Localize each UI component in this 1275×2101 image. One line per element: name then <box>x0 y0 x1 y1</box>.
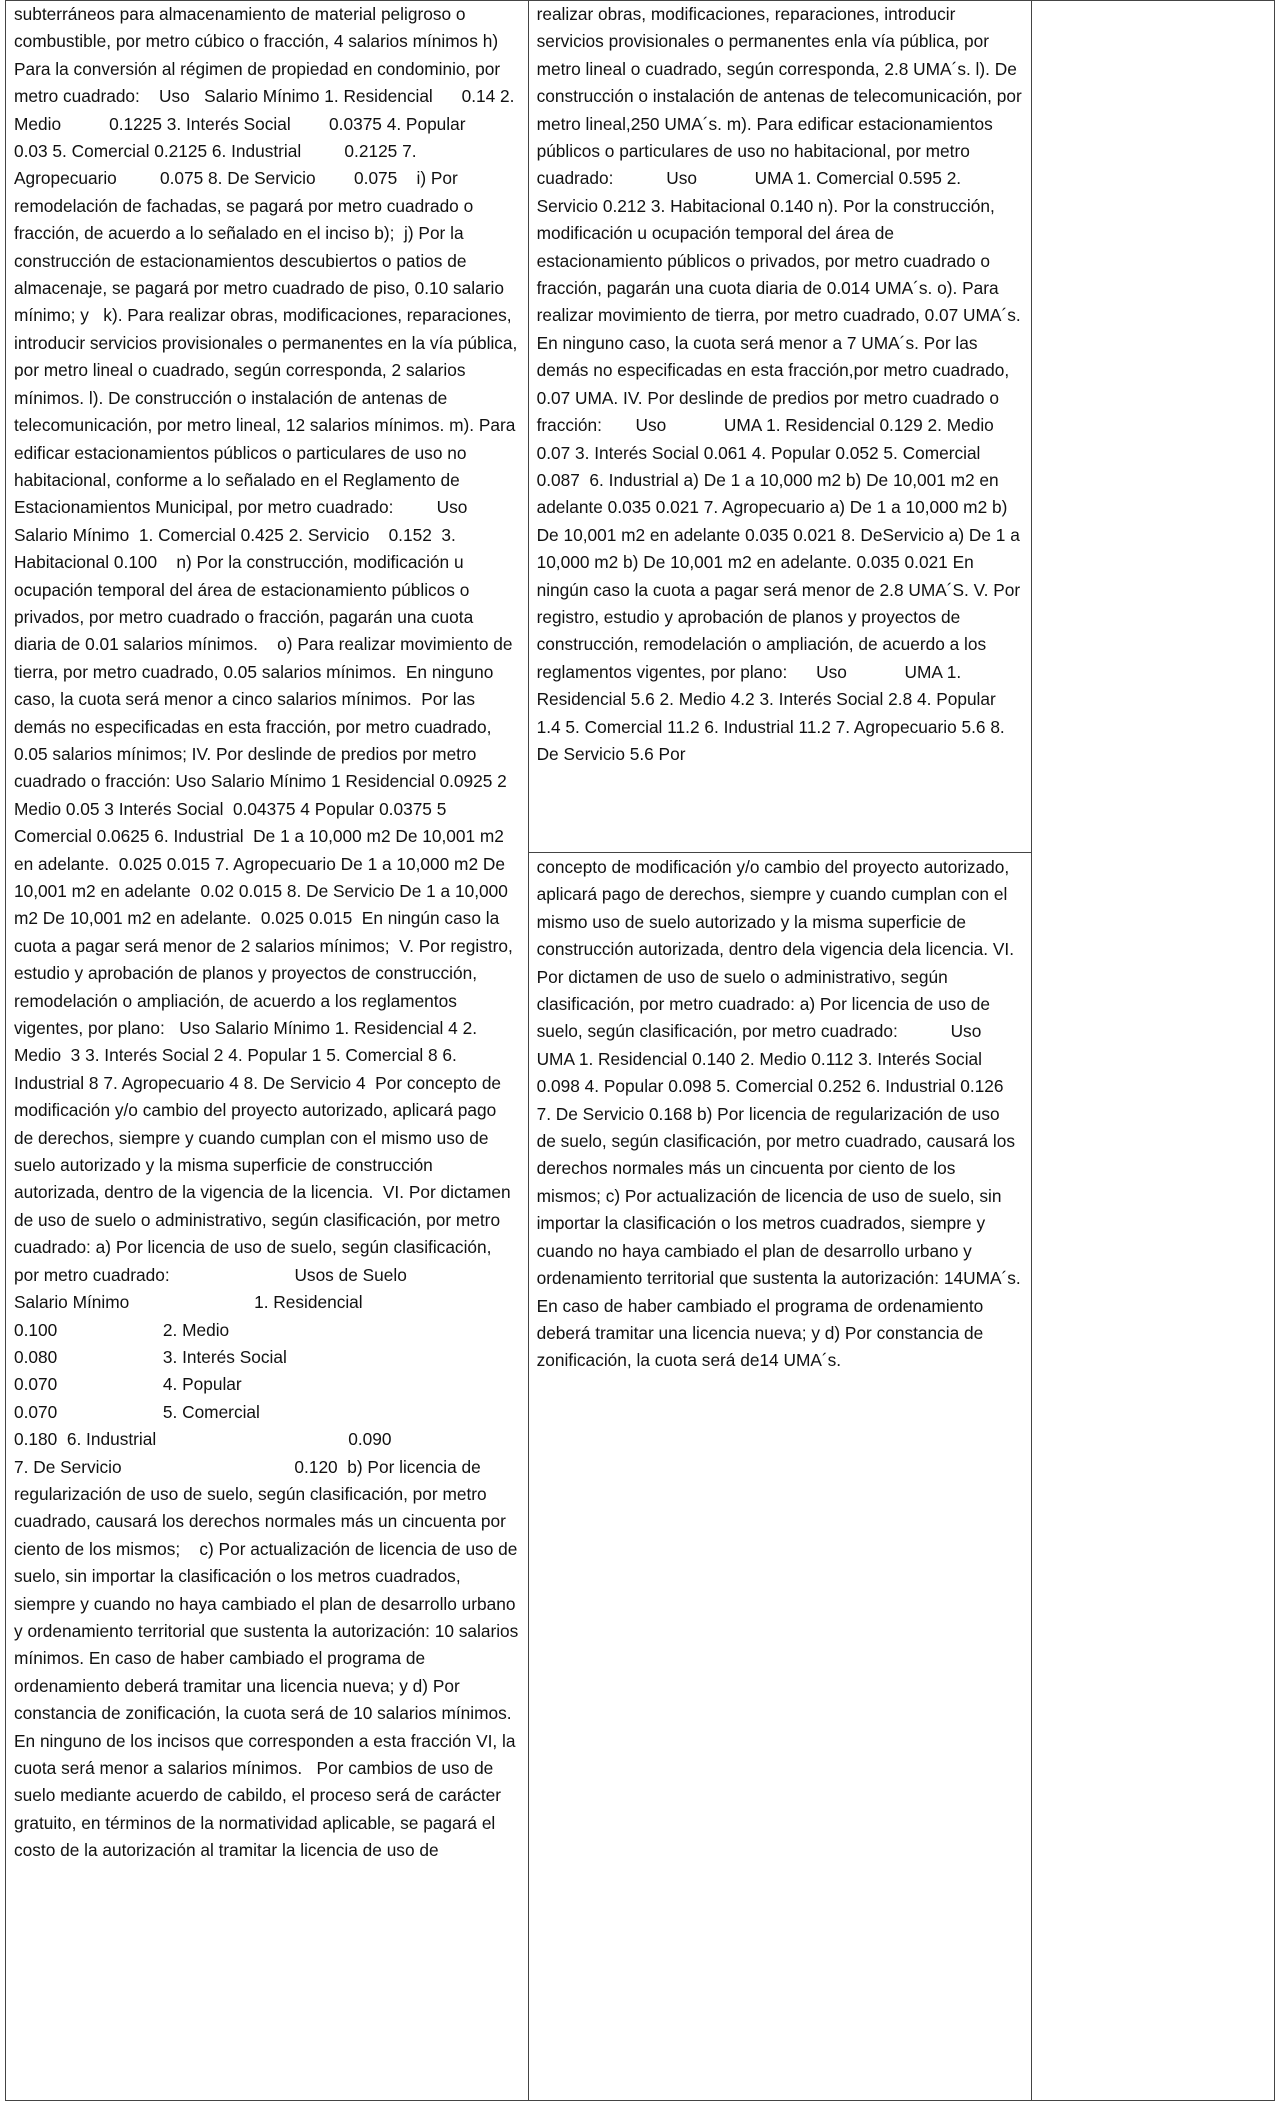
current-law-cell <box>6 1 529 2101</box>
comparison-table <box>5 0 1275 2101</box>
proposal-text-top: realizar obras, modificaciones, reparaciones, introducir servicios provisionales o permanentes enla vía pública, por metro lineal o cuadrado, según corresponda, 2.8 UMA´s. l). De construcción o instalación de antenas de telecomunicación, por metro lineal,250 UMA´s. m). Para edificar estacionamientos públicos o particulares de uso no habitacional, por metro cuadrado: Uso UMA 1. Comercial 0.595 2. Servicio 0.212 3. Habitacional 0.140 n). Por la construcción, modificación u ocupación temporal del área de estacionamiento públicos o privados, por metro cuadrado o fracción, pagarán una cuota diaria de 0.014 UMA´s. o). Para realizar movimiento de tierra, por metro cuadrado, 0.07 UMA´s. En ninguno caso, la cuota será menor a 7 UMA´s. Por las demás no especificadas en esta fracción,por metro cuadrado, 0.07 UMA. IV. Por deslinde de predios por metro cuadrado o fracción: Uso UMA 1. Residencial 0.129 2. Medio 0.07 3. Interés Social 0.061 4. Popular 0.052 5. Comercial 0.087 6. Industrial a) De 1 a 10,000 m2 b) De 10,001 m2 en adelante 0.035 0.021 7. Agropecuario a) De 1 a 10,000 m2 b) De 10,001 m2 en adelante 0.035 0.021 8. DeServicio a) De 1 a 10,000 m2 b) De 10,001 m2 en adelante. 0.035 0.021 En ningún caso la cuota a pagar será menor de 2.8 UMA´S. V. Por registro, estudio y aprobación de planos y proyectos de construcción, remodelación o ampliación, de acuerdo a los reglamentos vigentes, por plano: Uso UMA 1. Residencial 5.6 2. Medio 4.2 3. Interés Social 2.8 4. Popular 1.4 5. Comercial 11.2 6. Industrial 11.2 7. Agropecuario 5.6 8. De Servicio 5.6 Por <box>536 4 1027 764</box>
proposal-cell-top <box>528 1 1031 853</box>
proposal-cell-bottom <box>528 853 1039 2101</box>
proposal-text-bottom: concepto de modificación y/o cambio del proyecto autorizado, aplicará pago de derechos, siempre y cuando cumplan con el mismo uso de suelo autorizado y la misma superficie de construcción autorizada, dentro dela vigencia dela licencia. VI. Por dictamen de uso de suelo o administrativo, según clasificación, por metro cuadrado: a) Por licencia de uso de suelo, según clasificación, por metro cuadrado: Uso UMA 1. Residencial 0.140 2. Medio 0.112 3. Interés Social 0.098 4. Popular 0.098 5. Comercial 0.252 6. Industrial 0.126 7. De Servicio 0.168 b) Por licencia de regularización de uso de suelo, según clasificación, por metro cuadrado, causará los derechos normales más un cincuenta por ciento de los mismos; c) Por actualización de licencia de uso de suelo, sin importar la clasificación o los metros cuadrados, siempre y cuando no haya cambiado el plan de desarrollo urbano y ordenamiento territorial que sustenta la autorización: 14UMA´s. En caso de haber cambiado el programa de ordenamiento deberá tramitar una licencia nueva; y d) Por constancia de zonificación, la cuota será de14 UMA´s. <box>536 857 1039 1371</box>
current-law-text: subterráneos para almacenamiento de material peligroso o combustible, por metro cúbico o fracción, 4 salarios mínimos h) Para la conversión al régimen de propiedad en condominio, por metro cuadrado: Uso Salario Mínimo 1. Residencial 0.14 2. Medio 0.1225 3. Interés Social 0.0375 4. Popular 0.03 5. Comercial 0.2125 6. Industrial 0.2125 7. Agropecuario 0.075 8. De Servicio 0.075 i) Por remodelación de fachadas, se pagará por metro cuadrado o fracción, de acuerdo a lo señalado en el inciso b); j) Por la construcción de estacionamientos descubiertos o patios de almacenaje, se pagará por metro cuadrado de piso, 0.10 salario mínimo; y k). Para realizar obras, modificaciones, reparaciones, introducir servicios provisionales o permanentes en la vía pública, por metro lineal o cuadrado, según corresponda, 2 salarios mínimos. l). De construcción o instalación de antenas de telecomunicación, por metro lineal, 12 salarios mínimos. m). Para edificar estacionamientos públicos o particulares de uso no habitacional, conforme a lo señalado en el Reglamento de Estacionamientos Municipal, por metro cuadrado: Uso Salario Mínimo 1. Comercial 0.425 2. Servicio 0.152 3. Habitacional 0.100 n) Por la construcción, modificación u ocupación temporal del área de estacionamiento públicos o privados, por metro cuadrado o fracción, pagarán una cuota diaria de 0.01 salarios mínimos. o) Para realizar movimiento de tierra, por metro cuadrado, 0.05 salarios mínimos. En ninguno caso, la cuota será menor a cinco salarios mínimos. Por las demás no especificadas en esta fracción, por metro cuadrado, 0.05 salarios mínimos; IV. Por deslinde de predios por metro cuadrado o fracción: Uso Salario Mínimo 1 Residencial 0.0925 2 Medio 0.05 3 Interés Social 0.04375 4 Popular 0.0375 5 Comercial 0.0625 6. Industrial De 1 a 10,000 m2 De 10,001 m2 en adelante. 0.025 0.015 7. Agropecuario De 1 a 10,000 m2 De 10,001 m2 en adelante 0.02 0.015 8. De Servicio De 1 a 10,000 m2 De 10,001 m2 en adelante. 0.025 0.015 En ningún caso la cuota a pagar será menor de 2 salarios mínimos; V. Por registro, estudio y aprobación de planos y proyectos de construcción, remodelación o ampliación, de acuerdo a los reglamentos vigentes, por plano: Uso Salario Mínimo 1. Residencial 4 2. Medio 3 3. Interés Social 2 4. Popular 1 5. Comercial 8 6. Industrial 8 7. Agropecuario 4 8. De Servicio 4 Por concepto de modificación y/o cambio del proyecto autorizado, aplicará pago de derechos, siempre y cuando cumplan con el mismo uso de suelo autorizado y la misma superficie de construcción autorizada, dentro de la vigencia de la licencia. VI. Por dictamen de uso de suelo o administrativo, según clasificación, por metro cuadrado: a) Por licencia de uso de suelo, según clasificación, por metro cuadrado: Usos de Suelo Salario Mínimo 1. Residencial 0.100 2. Medio 0.080 3. Interés Social 0.070 4. Popular 0.070 5. Comercial 0.180 6. Industrial 0.090 7. De Servicio 0.120 b) Por licencia de regularización de uso de suelo, según clasificación, por metro cuadrado, causará los derechos normales más un cincuenta por ciento de los mismos; c) Por actualización de licencia de uso de suelo, sin importar la clasificación o los metros cuadrados, siempre y cuando no haya cambiado el plan de desarrollo urbano y ordenamiento territorial que sustenta la autorización: 10 salarios mínimos. En caso de haber cambiado el programa de ordenamiento deberá tramitar una licencia nueva; y d) Por constancia de zonificación, la cuota será de 10 salarios mínimos. En ninguno de los incisos que corresponden a esta fracción VI, la cuota será menor a salarios mínimos. Por cambios de uso de suelo mediante acuerdo de cabildo, el proceso será de carácter gratuito, en términos de la normatividad aplicable, se pagará el costo de la autorización al tramitar la licencia de uso de <box>14 4 519 1861</box>
notes-cell <box>1031 1 1274 2101</box>
table-row <box>6 1 1275 853</box>
